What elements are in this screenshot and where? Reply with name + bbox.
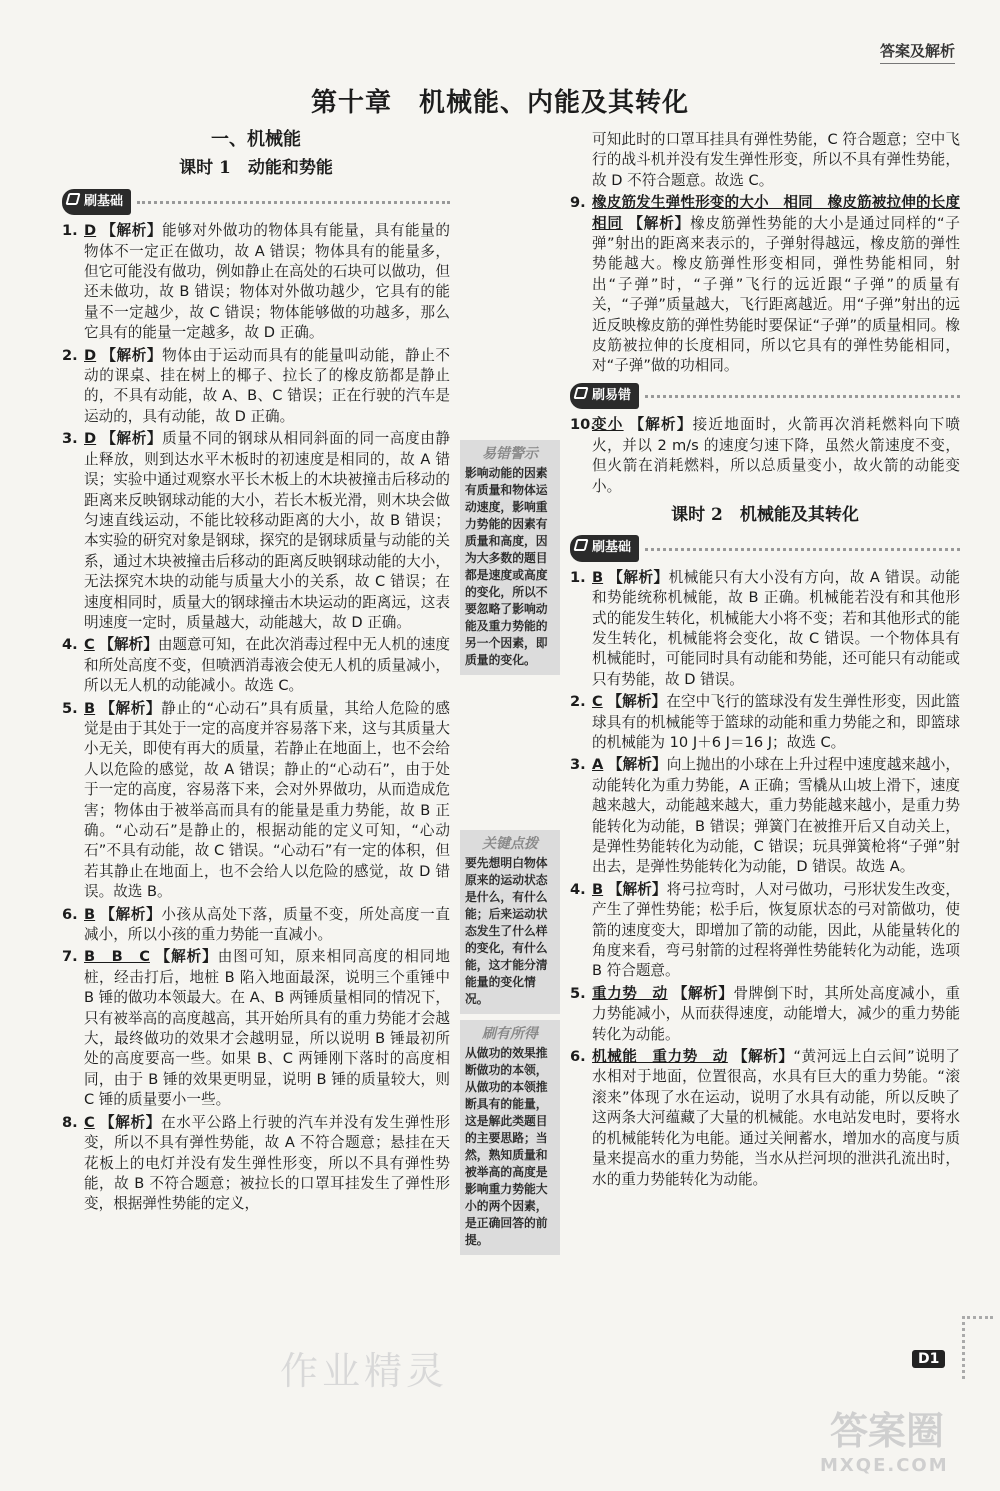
answer-item	[62, 905, 450, 946]
item-number: 6.	[570, 1048, 586, 1066]
item-explanation: 静止的“心动石”具有质量，其给人危险的感觉是由于其处于一定的高度并容易落下来，这与其质量大小无关，即使有再大的质量，若静止在地面上，也不会给人以危险的感觉，故 A 错误；静止的“心动石”，由于处于一定的高度，容易落下来，会对外界做功，从而造成危害；物体由于被举高而具有的能量是重力势能，故 B 正确。“心动石”是静止的，根据动能的定义可知，“心动石”不具有动能，故 C 错误。“心动石”有一定的体积，但若其静止在地面上，也不会给人以危险的感觉，故 D 错误。故选 B。	[84, 699, 450, 901]
answer-item	[62, 947, 450, 1110]
analysis-tag: 【解析】	[628, 214, 691, 232]
answer-item	[62, 346, 450, 428]
item-body	[84, 905, 450, 946]
item-explanation: “黄河远上白云间”说明了水相对于地面，位置很高，水具有巨大的重力势能。“滚滚来”体现了水在运动，说明了水具有动能，所以反映了这两条大河蕴藏了大量的机械能。水电站发电时，要将水的机械能转化为电能。通过关闸蓄水，增加水的高度与质量来提高水的重力势能，当水从拦河坝的泄洪孔流出时，水的重力势能转化为动能。	[592, 1048, 961, 1188]
pen-icon	[573, 387, 588, 399]
item-explanation: 橡皮筋弹性势能的大小是通过同样的“子弹”射出的距离来表示的，子弹射得越远，橡皮筋的弹性势能越大。橡皮筋弹性形变相同，弹性势能相同，射出“子弹”时，“子弹”飞行的远近跟“子弹”的质量有关，“子弹”质量越大，飞行距离越近。用“子弹”射出的远近反映橡皮筋的弹性势能时要保证“子弹”的质量相同。橡皮筋被拉伸的长度相同，所以它具有的弹性势能相同，对“子弹”做的功相同。	[592, 214, 960, 375]
section-title: 一、机械能	[211, 129, 301, 150]
item-number: 2.	[570, 693, 586, 711]
answer-item	[570, 568, 960, 690]
item-answer: A	[592, 756, 604, 774]
answer-item	[570, 984, 960, 1045]
side-note-body: 从做功的效果推断做功的本领，从做功的本领推断具有的能量，这是解此类题目的主要思路；当然，熟知质量和被举高的高度是影响重力势能大小的两个因素，是正确回答的前提。	[465, 1046, 548, 1247]
chapter-title: 第十章 机械能、内能及其转化	[310, 88, 689, 118]
item-body	[592, 984, 960, 1045]
analysis-tag: 【解析】	[733, 1048, 794, 1066]
right-item-list-a	[570, 193, 960, 377]
item-number: 8.	[62, 1113, 78, 1131]
answer-item	[570, 692, 960, 753]
item-explanation: 由题意可知，在此次消毒过程中无人机的速度和所处高度不变，但喷洒消毒液会使无人机的质量减小，所以无人机的动能减小。故选 C。	[84, 636, 450, 695]
analysis-tag: 【解析】	[629, 416, 693, 434]
right-column	[570, 130, 960, 1192]
answer-item	[62, 1113, 450, 1215]
watermark-logo: 答案圈	[830, 1409, 945, 1453]
analysis-tag: 【解析】	[155, 948, 218, 966]
badge-error: 刷易错	[570, 383, 639, 409]
item-number: 1.	[570, 568, 586, 586]
item-number: 1.	[62, 222, 78, 240]
item-number: 6.	[62, 905, 78, 923]
item-answer: C	[84, 1113, 95, 1131]
item-answer: B	[84, 699, 96, 717]
side-note-body: 要先想明白物体原来的运动状态是什么，有什么能；后来运动状态发生了什么样的变化，有什么能，这才能分清能量的变化情况。	[465, 856, 548, 1006]
right-item-list-b	[570, 415, 960, 497]
item-explanation: 骨牌倒下时，其所处高度减小，重力势能减小，从而获得速度，动能增大，减少的重力势能转化为动能。	[592, 984, 960, 1043]
item-number: 3.	[62, 430, 78, 448]
item-answer: B	[592, 880, 604, 898]
item-answer: D	[84, 346, 97, 364]
side-note-heading: 刷有所得	[482, 1026, 538, 1042]
item-answer: 机械能 重力势 动	[592, 1048, 728, 1066]
item-number: 5.	[62, 699, 78, 717]
side-note-takeaway	[460, 1020, 560, 1255]
item-number: 5.	[570, 984, 586, 1002]
item-answer: 变小	[592, 416, 624, 434]
badge-basic-row	[62, 189, 450, 215]
side-note-heading: 关键点拨	[482, 836, 538, 852]
item-explanation: 接近地面时，火箭再次消耗燃料向下喷火，并以 2 m/s 的速度匀速下降，虽然火箭速度不变，但火箭在消耗燃料，所以总质量变小，故火箭的动能变小。	[592, 416, 960, 495]
answer-item	[62, 429, 450, 633]
item-answer: D	[84, 222, 97, 240]
left-column	[62, 130, 450, 1217]
answer-item	[570, 755, 960, 877]
dotted-divider	[645, 547, 960, 551]
item-number: 3.	[570, 756, 586, 774]
answer-item	[62, 635, 450, 696]
analysis-tag: 【解析】	[101, 346, 163, 364]
item-body	[592, 415, 960, 497]
watermark-url: MXQE.COM	[820, 1455, 949, 1476]
item-number: 4.	[570, 880, 586, 898]
analysis-tag: 【解析】	[608, 568, 669, 586]
analysis-tag: 【解析】	[100, 905, 162, 923]
item-explanation: 向上抛出的小球在上升过程中速度越来越小，动能转化为重力势能，A 正确；雪橇从山坡上滑下，速度越来越大，动能越来越大，重力势能越来越小，是重力势能转化为动能，B 错误；弹簧门在被推开后又自动关上，是弹性势能转化为动能，C 错误；玩具弹簧枪将“子弹”射出去，是弹性势能转化为动能，D 错误。故选 A。	[592, 756, 960, 876]
analysis-tag: 【解析】	[101, 430, 163, 448]
analysis-tag: 【解析】	[101, 222, 163, 240]
item-body	[84, 699, 450, 903]
item-answer: B	[592, 568, 604, 586]
item-explanation: 能够对外做功的物体具有能量，具有能量的物体不一定正在做功，故 A 错误；物体具有的能量多，但它可能没有做功，例如静止在高处的石块可以做功，但还未做功，故 B 错误；物体对外做功越少，它具有的能量不一定越少，故 C 错误；物体能够做的功越多，那么它具有的能量一定越多，故 D 正确。	[84, 222, 450, 342]
analysis-tag: 【解析】	[607, 880, 667, 898]
item-answer: C	[84, 636, 95, 654]
item-explanation: 将弓拉弯时，人对弓做功，弓形状发生改变，产生了弹性势能；松手后，恢复原状态的弓对箭做功，使箭的速度变大，即增加了箭的动能，因此，从能量转化的角度来看，弯弓射箭的过程将弹性势能转化为动能，选项 B 符合题意。	[592, 880, 960, 980]
badge-basic: 刷基础	[62, 189, 131, 215]
answer-item	[570, 880, 960, 982]
badge-basic: 刷基础	[570, 535, 639, 561]
item-answer: 橡皮筋发生弹性形变的大小 相同 橡皮筋被拉伸的长度相同	[592, 194, 960, 232]
answer-item	[570, 193, 960, 377]
analysis-tag: 【解析】	[608, 756, 667, 774]
answer-item	[570, 1047, 960, 1190]
item-body	[84, 947, 450, 1110]
item-answer: B B C	[84, 948, 150, 966]
answer-item	[62, 221, 450, 343]
side-note-body: 影响动能的因素有质量和物体运动速度，影响重力势能的因素有质量和高度，因为大多数的题目都是速度或高度的变化，所以不要忽略了影响动能及重力势能的另一个因素，即质量的变化。	[465, 466, 548, 667]
item-body	[592, 880, 960, 982]
analysis-tag: 【解析】	[99, 636, 158, 654]
analysis-tag: 【解析】	[100, 1113, 161, 1131]
item-number: 4.	[62, 636, 78, 654]
analysis-tag: 【解析】	[100, 699, 162, 717]
item-body	[592, 692, 960, 753]
item-body	[84, 635, 450, 696]
continued-text: 可知此时的口罩耳挂具有弹性势能，C 符合题意；空中飞行的战斗机并没有发生弹性形变，所以不具有弹性势能，故 D 不符合题意。故选 C。	[592, 131, 960, 189]
side-note-key-points	[460, 830, 560, 1014]
item-answer: D	[84, 430, 97, 448]
item-explanation: 小孩从高处下落，质量不变，所处高度一直减小，所以小孩的重力势能一直减小。	[84, 905, 450, 944]
side-note-heading: 易错警示	[482, 446, 538, 462]
answer-item	[570, 415, 960, 497]
page-number: D1	[912, 1350, 945, 1368]
page-corner-dots	[962, 1316, 993, 1379]
item-answer: 重力势 动	[592, 984, 668, 1002]
item-answer: B	[84, 905, 96, 923]
dotted-divider	[137, 200, 450, 204]
item-body	[84, 429, 450, 633]
pen-icon	[573, 539, 588, 551]
watermark-text: 作业精灵	[280, 1349, 449, 1393]
item-explanation: 质量不同的钢球从相同斜面的同一高度由静止释放，则到达水平木板时的初速度是相同的，故 A 错误；实验中通过观察水平长木板上的木块被撞击后移动的距离来反映钢球动能的大小，若长木板光滑，则木块会做匀速直线运动，不能比较移动距离的大小，故 B 错误；本实验的研究对象是钢球，探究的是钢球质量与动能的关系，通过木块被撞击后移动的距离反映钢球动能的大小，无法探究木块的动能与质量大小的关系，故 C 错误；在速度相同时，质量大的钢球撞击木块运动的距离远，这表明速度一定时，质量越大，动能越大，故 D 正确。	[84, 430, 450, 631]
item-explanation: 物体由于运动而具有的能量叫动能，静止不动的课桌、挂在树上的椰子、拉长了的橡皮筋都是静止的，不具有动能，故 A、B、C 错误；正在行驶的汽车是运动的，具有动能，故 D 正确。	[84, 346, 450, 425]
right-item-list-c	[570, 568, 960, 1190]
answer-item	[62, 699, 450, 903]
lesson-1-title: 课时 1 动能和势能	[179, 158, 333, 179]
side-note-warning	[460, 440, 560, 675]
item-explanation: 由图可知，原来相同高度的相同地桩，经击打后，地桩 B 陷入地面最深，说明三个重锤中 B 锤的做功本领最大。在 A、B 两锤质量相同的情况下，只有被举高的高度越高，其开始所具有的重力势能才会越大，最终做功的效果才会越明显，所以说明 B 锤最初所处的高度要高一些。如果 B、C 两锤刚下落时的高度相同，由于 B 锤的效果更明显，说明 B 锤的质量较大，则 C 锤的质量要小一些。	[84, 948, 450, 1109]
item-body	[592, 193, 960, 377]
dotted-divider	[645, 394, 960, 398]
item-number: 7.	[62, 948, 78, 966]
item-number: 10.	[570, 416, 596, 434]
item-body	[84, 1113, 450, 1215]
item-number: 2.	[62, 346, 78, 364]
analysis-tag: 【解析】	[672, 984, 734, 1002]
item-body	[592, 568, 960, 690]
lesson-2-title: 课时 2 机械能及其转化	[671, 504, 859, 525]
analysis-tag: 【解析】	[607, 693, 667, 711]
item-answer: C	[592, 693, 603, 711]
pen-icon	[65, 193, 80, 205]
badge-error-row	[570, 383, 960, 409]
item-body	[84, 221, 450, 343]
left-item-list	[62, 221, 450, 1215]
item-body	[592, 755, 960, 877]
item-explanation: 机械能只有大小没有方向，故 A 错误。动能和势能统称机械能，故 B 正确。机械能若没有和其他形式的能发生转化，机械能大小将不变；若和其他形式的能发生转化，机械能将会变化，故 C 错误。一个物体具有机械能时，可能同时具有动能和势能，还可能只有动能或只有势能，故 D 错误。	[592, 568, 960, 688]
item-number: 9.	[570, 194, 586, 212]
header-label: 答案及解析	[880, 40, 955, 64]
item-explanation: 在空中飞行的篮球没有发生弹性形变，因此篮球具有的机械能等于篮球的动能和重力势能之和，即篮球的机械能为 10 J＋6 J＝16 J；故选 C。	[592, 693, 960, 751]
badge-basic-row-2	[570, 535, 960, 561]
item-body	[592, 1047, 960, 1190]
item-explanation: 在水平公路上行驶的汽车并没有发生弹性形变，所以不具有弹性势能，故 A 不符合题意；悬挂在天花板上的电灯并没有发生弹性形变，所以不具有弹性势能，故 B 不符合题意；被拉长的口罩耳挂发生了弹性形变，根据弹性势能的定义，	[84, 1113, 450, 1213]
item-body	[84, 346, 450, 428]
